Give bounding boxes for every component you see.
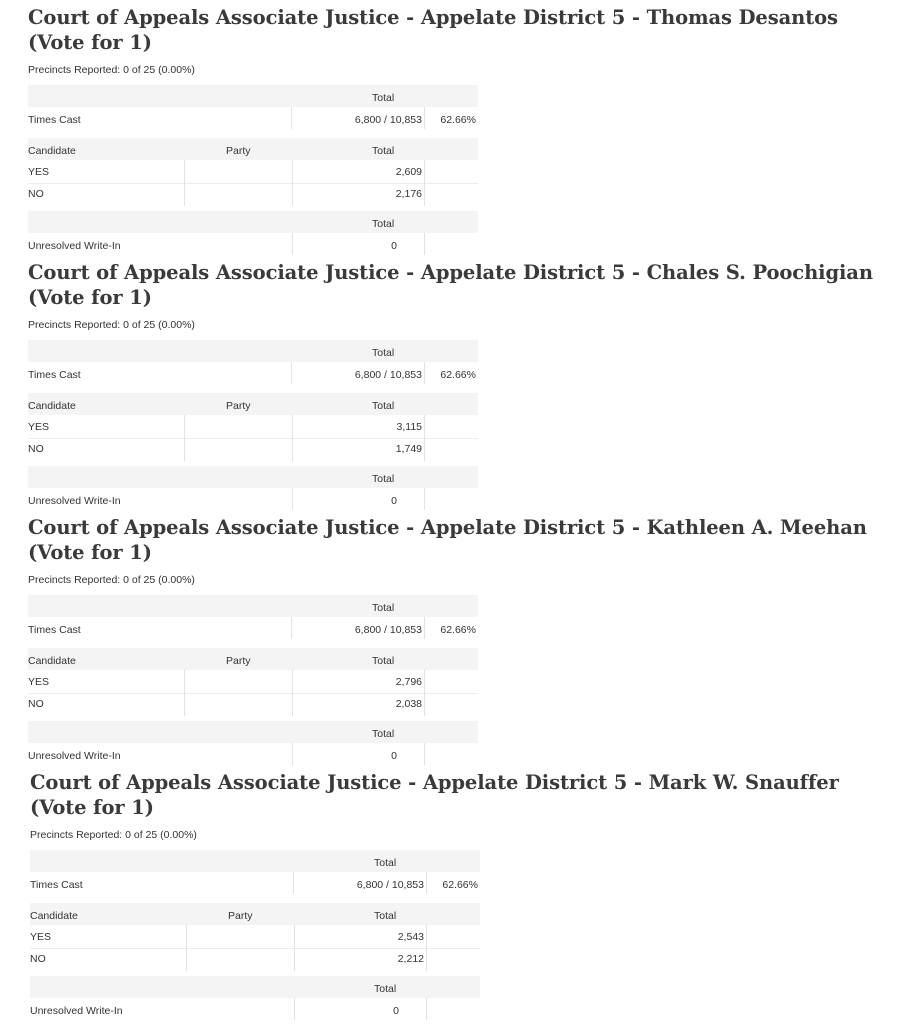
candidate-row-name: YES bbox=[28, 421, 50, 433]
table-divider bbox=[184, 160, 185, 206]
writein-total-header: Total bbox=[372, 218, 395, 230]
times-cast-label: Times Cast bbox=[28, 369, 81, 381]
table-divider bbox=[294, 998, 295, 1020]
table-divider bbox=[424, 670, 425, 716]
writein-total-header: Total bbox=[372, 728, 395, 740]
writein-label: Unresolved Write-In bbox=[28, 240, 121, 252]
contest-vote-for: (Vote for 1) bbox=[30, 796, 154, 819]
writein-label: Unresolved Write-In bbox=[28, 750, 121, 762]
party-header: Party bbox=[226, 400, 251, 412]
table-divider bbox=[424, 415, 425, 461]
table-divider bbox=[184, 670, 185, 716]
table-divider bbox=[424, 617, 425, 639]
candidate-row-total: 1,749 bbox=[395, 443, 422, 455]
candidate-total-header: Total bbox=[372, 145, 395, 157]
contest-section bbox=[28, 0, 888, 255]
row-divider bbox=[28, 438, 478, 439]
candidate-row-name: YES bbox=[30, 931, 52, 943]
precincts-reported: Precincts Reported: 0 of 25 (0.00%) bbox=[28, 319, 195, 331]
candidate-total-header: Total bbox=[372, 400, 395, 412]
candidate-total-header: Total bbox=[374, 910, 397, 922]
times-cast-percent: 62.66% bbox=[440, 114, 476, 126]
candidate-row-total: 2,796 bbox=[395, 676, 422, 688]
times-cast-value: 6,800 / 10,853 bbox=[354, 624, 422, 636]
contest-title bbox=[28, 515, 867, 565]
writein-value: 0 bbox=[391, 750, 397, 762]
contest-title bbox=[28, 260, 873, 310]
contest-title-line1: Court of Appeals Associate Justice - Appelate District 5 - Mark W. Snauffer bbox=[30, 771, 839, 794]
table-divider bbox=[291, 617, 292, 639]
candidate-header: Candidate bbox=[28, 145, 76, 157]
candidate-row-name: NO bbox=[30, 953, 46, 965]
table-divider bbox=[424, 743, 425, 765]
table-divider bbox=[424, 107, 425, 129]
table-divider bbox=[424, 362, 425, 384]
writein-value: 0 bbox=[391, 495, 397, 507]
times-cast-total-header: Total bbox=[372, 347, 395, 359]
writein-label: Unresolved Write-In bbox=[28, 495, 121, 507]
writein-value: 0 bbox=[391, 240, 397, 252]
times-cast-total-header: Total bbox=[372, 92, 395, 104]
candidate-row-total: 3,115 bbox=[396, 421, 422, 433]
times-cast-value: 6,800 / 10,853 bbox=[356, 879, 424, 891]
contest-title-line1: Court of Appeals Associate Justice - Appelate District 5 - Chales S. Poochigian bbox=[28, 261, 873, 284]
candidate-header: Candidate bbox=[28, 400, 76, 412]
table-divider bbox=[426, 998, 427, 1020]
times-cast-percent: 62.66% bbox=[442, 879, 478, 891]
candidate-row-name: YES bbox=[28, 166, 50, 178]
candidate-header: Candidate bbox=[28, 655, 76, 667]
table-divider bbox=[291, 362, 292, 384]
candidate-row-name: YES bbox=[28, 676, 50, 688]
times-cast-value: 6,800 / 10,853 bbox=[354, 369, 422, 381]
writein-value: 0 bbox=[393, 1005, 399, 1017]
contest-section bbox=[28, 510, 888, 765]
table-divider bbox=[292, 670, 293, 716]
candidate-total-header: Total bbox=[372, 655, 395, 667]
times-cast-total-header: Total bbox=[374, 857, 397, 869]
table-divider bbox=[426, 872, 427, 894]
party-header: Party bbox=[226, 145, 251, 157]
candidate-row-total: 2,176 bbox=[395, 188, 422, 200]
party-header: Party bbox=[228, 910, 253, 922]
writein-total-header: Total bbox=[372, 473, 395, 485]
candidate-row-total: 2,543 bbox=[397, 931, 424, 943]
table-divider bbox=[426, 925, 427, 971]
table-divider bbox=[184, 415, 185, 461]
table-divider bbox=[424, 160, 425, 206]
precincts-reported: Precincts Reported: 0 of 25 (0.00%) bbox=[28, 64, 195, 76]
precincts-reported: Precincts Reported: 0 of 25 (0.00%) bbox=[28, 574, 195, 586]
contest-vote-for: (Vote for 1) bbox=[28, 31, 152, 54]
candidate-row-total: 2,609 bbox=[395, 166, 422, 178]
precincts-reported: Precincts Reported: 0 of 25 (0.00%) bbox=[30, 829, 197, 841]
row-divider bbox=[28, 183, 478, 184]
table-divider bbox=[292, 233, 293, 255]
candidate-row-name: NO bbox=[28, 188, 44, 200]
table-divider bbox=[292, 160, 293, 206]
table-divider bbox=[291, 107, 292, 129]
contest-title-line1: Court of Appeals Associate Justice - Appelate District 5 - Kathleen A. Meehan bbox=[28, 516, 867, 539]
table-divider bbox=[186, 925, 187, 971]
times-cast-label: Times Cast bbox=[28, 114, 81, 126]
party-header: Party bbox=[226, 655, 251, 667]
candidate-row-name: NO bbox=[28, 443, 44, 455]
candidate-header: Candidate bbox=[30, 910, 78, 922]
contest-section bbox=[28, 255, 888, 510]
writein-label: Unresolved Write-In bbox=[30, 1005, 123, 1017]
table-divider bbox=[293, 872, 294, 894]
times-cast-label: Times Cast bbox=[30, 879, 83, 891]
writein-total-header: Total bbox=[374, 983, 397, 995]
times-cast-total-header: Total bbox=[372, 602, 395, 614]
candidate-row-name: NO bbox=[28, 698, 44, 710]
candidate-row-total: 2,212 bbox=[397, 953, 424, 965]
contest-title bbox=[30, 770, 839, 820]
times-cast-percent: 62.66% bbox=[440, 369, 476, 381]
times-cast-value: 6,800 / 10,853 bbox=[354, 114, 422, 126]
row-divider bbox=[30, 948, 480, 949]
table-divider bbox=[292, 415, 293, 461]
table-divider bbox=[292, 743, 293, 765]
table-divider bbox=[292, 488, 293, 510]
table-divider bbox=[424, 233, 425, 255]
contest-vote-for: (Vote for 1) bbox=[28, 286, 152, 309]
row-divider bbox=[28, 693, 478, 694]
table-divider bbox=[294, 925, 295, 971]
candidate-row-total: 2,038 bbox=[395, 698, 422, 710]
contest-title bbox=[28, 5, 838, 55]
contest-title-line1: Court of Appeals Associate Justice - Appelate District 5 - Thomas Desantos bbox=[28, 6, 838, 29]
times-cast-label: Times Cast bbox=[28, 624, 81, 636]
contest-vote-for: (Vote for 1) bbox=[28, 541, 152, 564]
contest-section bbox=[30, 765, 890, 1020]
times-cast-percent: 62.66% bbox=[440, 624, 476, 636]
table-divider bbox=[424, 488, 425, 510]
